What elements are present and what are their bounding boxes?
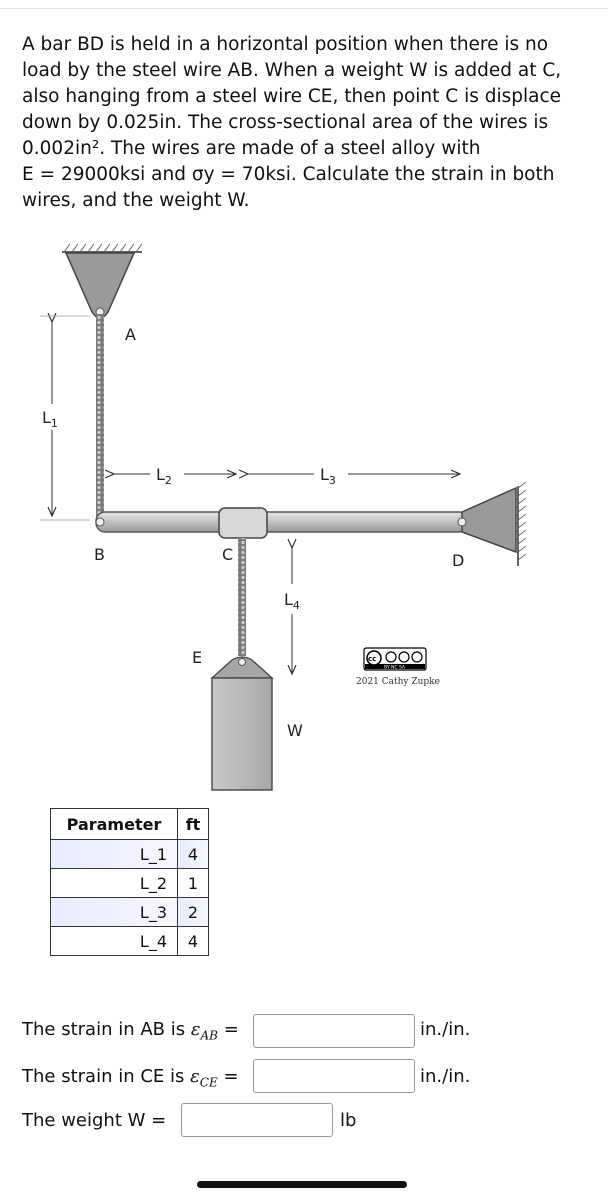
label-l3: L: [320, 465, 329, 484]
table-header-row: [51, 809, 209, 840]
label-w: W: [287, 721, 303, 740]
table-row: [51, 840, 209, 869]
label-b: B: [94, 545, 105, 564]
param-name: L_3: [51, 898, 178, 927]
ceiling-support: [62, 244, 142, 318]
table-row: [51, 927, 209, 956]
param-name: L_1: [51, 840, 178, 869]
problem-line-3: also hanging from a steel wire CE, then point C is displace: [22, 86, 562, 107]
column-header-ft: ft: [178, 809, 209, 840]
epsilon-symbol: ε: [190, 1066, 200, 1087]
question-strain-ce-text: The strain in CE is: [22, 1066, 191, 1087]
cc-license-badge: [364, 648, 426, 671]
label-a: A: [125, 325, 136, 344]
bar-bd: [96, 512, 468, 532]
epsilon-symbol: ε: [190, 1019, 201, 1040]
table-row: [51, 869, 209, 898]
strain-ab-input[interactable]: [253, 1014, 415, 1048]
question-weight-text: The weight W =: [22, 1110, 167, 1131]
question-strain-ce: [22, 1061, 239, 1093]
problem-line-5: 0.002in². The wires are made of a steel alloy with: [22, 138, 481, 159]
epsilon-subscript-ab: AB: [200, 1028, 218, 1043]
home-indicator-bar[interactable]: [197, 1181, 407, 1188]
label-l3-sub: 3: [328, 474, 336, 487]
param-value: 4: [178, 840, 209, 869]
label-l2-sub: 2: [164, 474, 172, 487]
parameter-table: [50, 808, 209, 956]
strain-ce-unit: in./in.: [420, 1066, 471, 1087]
equals-sign: =: [217, 1066, 239, 1087]
problem-line-7: wires, and the weight W.: [22, 190, 250, 211]
param-value: 1: [178, 869, 209, 898]
wall-support-d: [458, 482, 526, 566]
svg-text:cc: cc: [368, 655, 377, 663]
collar-c: [219, 508, 267, 538]
image-credit: 2021 Cathy Zupke: [356, 677, 440, 687]
weight-unit: lb: [340, 1110, 357, 1131]
strain-ce-input[interactable]: [253, 1059, 415, 1093]
epsilon-subscript-ce: CE: [199, 1075, 218, 1090]
table-row: [51, 898, 209, 927]
wire-ce: [238, 538, 246, 656]
weight-input[interactable]: [181, 1103, 333, 1137]
question-strain-ab: [22, 1014, 239, 1046]
label-l1: L: [42, 408, 51, 427]
label-l2: L: [156, 465, 165, 484]
param-value: 2: [178, 898, 209, 927]
param-name: L_2: [51, 869, 178, 898]
problem-line-1: A bar BD is held in a horizontal position when there is no: [22, 34, 549, 55]
weight-block: [212, 657, 272, 790]
problem-line-6: E = 29000ksi and σy = 70ksi. Calculate the strain in both: [22, 164, 555, 185]
param-name: L_4: [51, 927, 178, 956]
label-c: C: [222, 545, 234, 564]
equals-sign: =: [217, 1019, 239, 1040]
label-e: E: [192, 648, 203, 667]
wire-ab: [96, 314, 104, 520]
problem-line-2: load by the steel wire AB. When a weight W is added at C,: [22, 60, 562, 81]
problem-line-4: down by 0.025in. The cross-sectional area of the wires is: [22, 112, 549, 133]
label-l1-sub: 1: [50, 417, 58, 430]
question-strain-ab-text: The strain in AB is: [22, 1019, 191, 1040]
strain-ab-unit: in./in.: [420, 1019, 471, 1040]
param-value: 4: [178, 927, 209, 956]
column-header-parameter: Parameter: [51, 809, 178, 840]
label-l4: L: [284, 590, 293, 609]
label-l4-sub: 4: [292, 599, 300, 612]
question-weight: [22, 1105, 166, 1137]
cc-badge-text: BY NC SA: [384, 665, 405, 671]
label-d: D: [452, 551, 465, 570]
